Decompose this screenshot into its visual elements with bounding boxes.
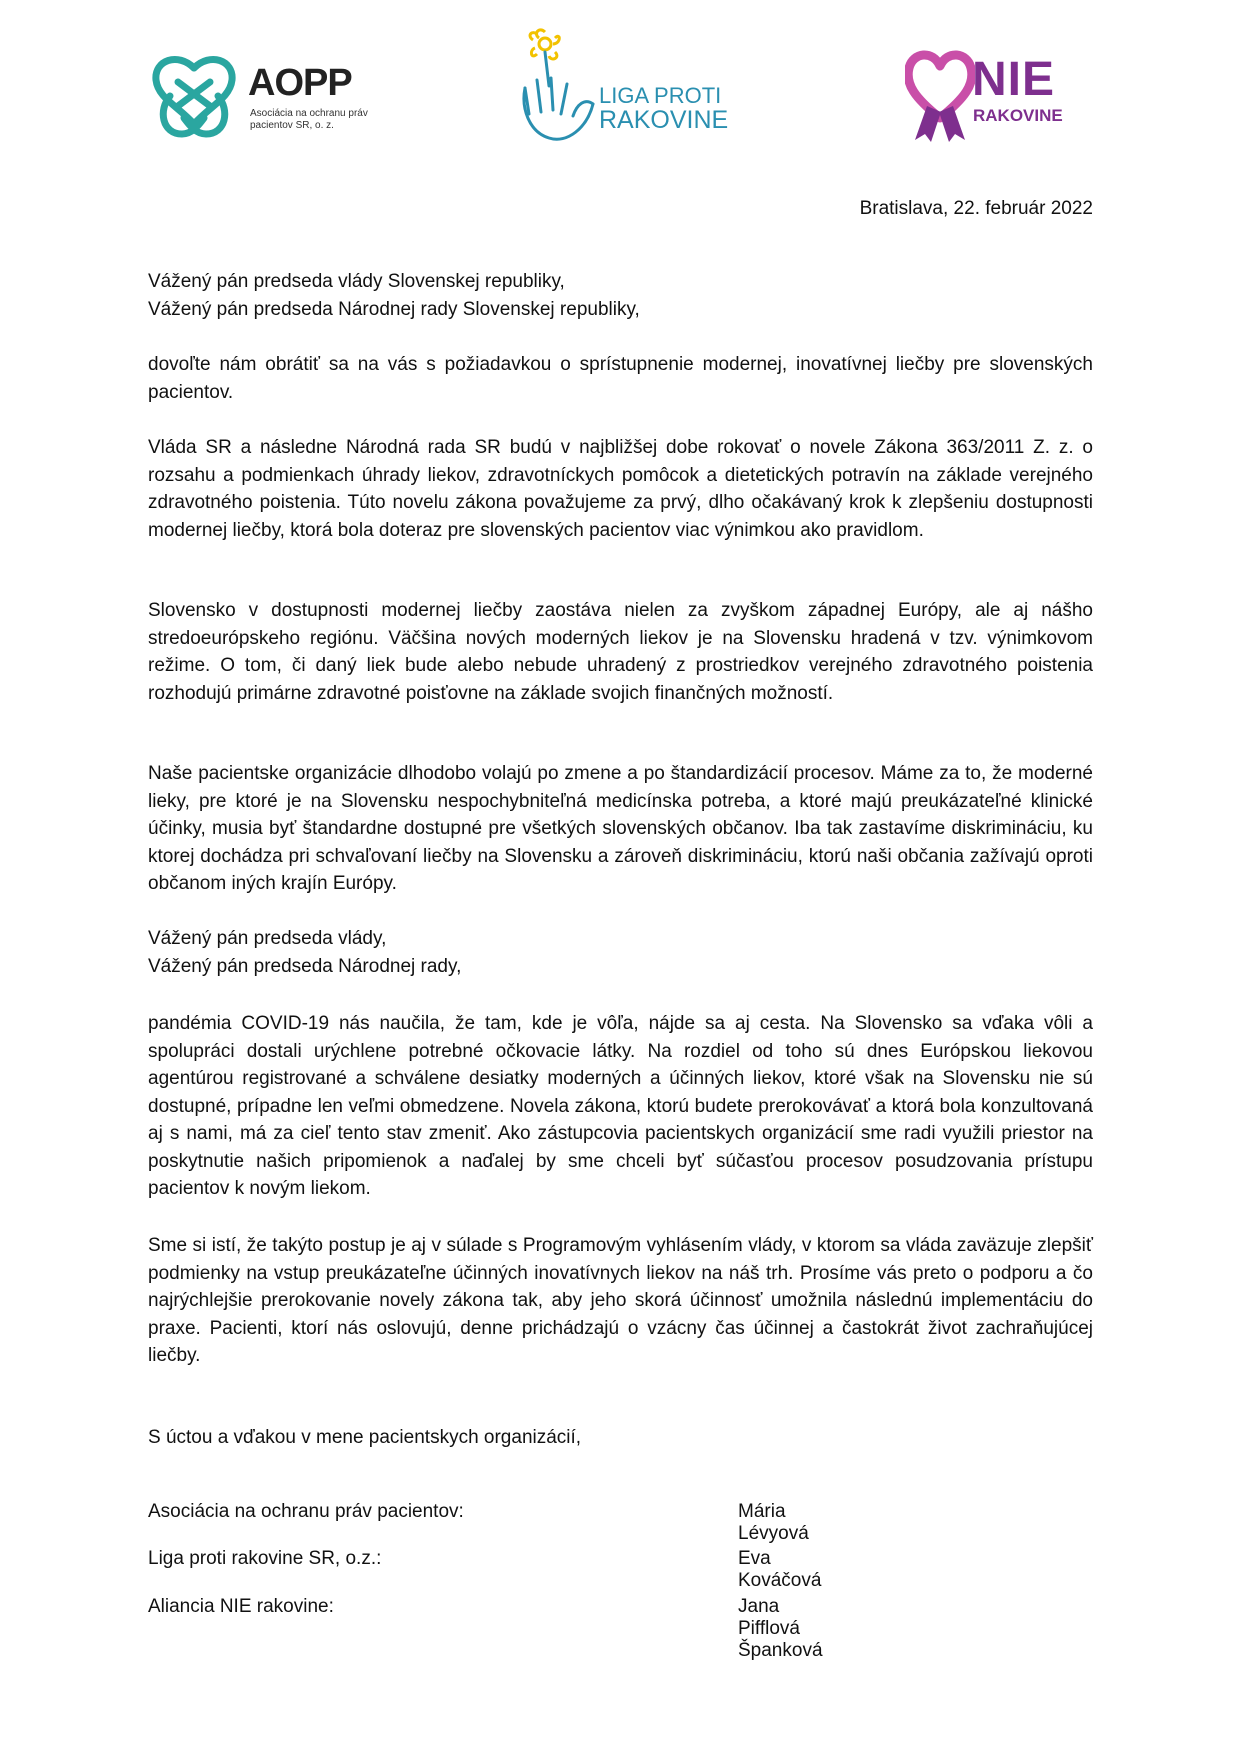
- nie-logo: [905, 48, 1085, 148]
- aopp-title: AOPP: [248, 62, 352, 104]
- signatory-org: Aliancia NIE rakovine:: [148, 1596, 334, 1617]
- nie-title: NIE: [972, 53, 1056, 106]
- letter-date: Bratislava, 22. február 2022: [859, 198, 1093, 219]
- paragraph-2: Vláda SR a následne Národná rada SR budú v najbližšej dobe rokovať o novele Zákona 363/2011 Z. z. o rozsahu a podmienkach úhrady liekov, zdravotníckych pomôcok a dietetických potravín na základe verejného zdravotného poistenia. Túto novelu zákona považujeme za prvý, dlho očakávaný krok k zlepšeniu dostupnosti modernej liečby, ktorá bola doteraz pre slovenských pacientov viac výnimkou ako pravidlom.: [148, 437, 1093, 541]
- salutation-line-2: Vážený pán predseda Národnej rady Slovenskej republiky,: [148, 298, 640, 320]
- closing: S úctou a vďakou v mene pacientskych organizácií,: [148, 1427, 582, 1448]
- daffodil-hand-icon: [515, 28, 600, 148]
- signatory-name: Mária Lévyová: [738, 1501, 809, 1544]
- signatory-org: Liga proti rakovine SR, o.z.:: [148, 1548, 382, 1569]
- liga-logo: [515, 28, 745, 148]
- signatory-row: [148, 1501, 809, 1544]
- aopp-logo: [148, 50, 378, 150]
- signatory-row: [148, 1596, 823, 1661]
- aopp-knot-icon: [148, 50, 240, 142]
- salutation: [148, 268, 1093, 323]
- signatory-row: [148, 1548, 822, 1591]
- nie-subtitle: RAKOVINE: [973, 106, 1063, 125]
- paragraph-1: dovoľte nám obrátiť sa na vás s požiadavkou o sprístupnenie modernej, inovatívnej liečby pre slovenských pacientov.: [148, 354, 1093, 403]
- signatory-name: Jana Pifflová Španková: [738, 1596, 823, 1661]
- paragraph-3: Slovensko v dostupnosti modernej liečby zaostáva nielen za zvyškom západnej Európy, ale aj nášho stredoeurópskeho regiónu. Väčšina nových moderných liekov je na Slovensku hradená v tzv. výnimkovom režime. O tom, či daný liek bude alebo nebude uhradený z prostriedkov verejného zdravotného poistenia rozhodujú primárne zdravotné poisťovne na základe svojich finančných možností.: [148, 600, 1093, 704]
- paragraph-5: pandémia COVID-19 nás naučila, že tam, kde je vôľa, nájde sa aj cesta. Na Slovensko sa vďaka vôli a spolupráci dostali urýchlene potrebné očkovacie látky. Na rozdiel od toho sú dnes Európskou liekovou agentúrou registrované a schválene desiatky moderných a účinných liekov, ktoré však na Slovensku nie sú dostupné, prípadne len veľmi obmedzene. Novela zákona, ktorú budete prerokovávať a ktorá bola konzultovaná aj s nami, má za cieľ tento stav zmeniť. Ako zástupcovia pacientskych organizácií sme radi využili priestor na poskytnutie našich pripomienok a naďalej by sme chceli byť súčasťou procesov posudzovania prístupu pacientov k novým liekom.: [148, 1013, 1093, 1199]
- salutation-2-line-1: Vážený pán predseda vlády,: [148, 928, 387, 949]
- paragraph-6: Sme si istí, že takýto postup je aj v súlade s Programovým vyhlásením vlády, v ktorom sa vláda zaväzuje zlepšiť podmienky na vstup preukázateľne účinných inovatívnych liekov na náš trh. Prosíme vás preto o podporu a čo najrýchlejšie prerokovanie novely zákona tak, aby jeho skorá účinnosť umožnila následnú implementáciu do praxe. Pacienti, ktorí nás oslovujú, denne prichádzajú o vzácny čas účinnej a častokrát život zachraňujúcej liečby.: [148, 1235, 1093, 1366]
- liga-wordmark: [599, 84, 728, 132]
- ribbon-heart-icon: [905, 48, 975, 143]
- salutation-line-1: Vážený pán predseda vlády Slovenskej republiky,: [148, 271, 565, 292]
- signatory-name: Eva Kováčová: [738, 1548, 822, 1591]
- aopp-subtitle: Asociácia na ochranu práv pacientov SR, o. z.: [250, 108, 368, 131]
- liga-line2: RAKOVINE: [599, 106, 729, 134]
- paragraph-4: Naše pacientske organizácie dlhodobo volajú po zmene a po štandardizácií procesov. Máme za to, že moderné lieky, pre ktoré je na Slovensku nespochybniteľná medicínska potreba, a ktoré majú preukázateľné klinické účinky, musia byť štandardne dostupné pre všetkých slovenských občanov. Iba tak zastavíme diskrimináciu, ku ktorej dochádza pri schvaľovaní liečby na Slovensku a zároveň diskrimináciu, ktorú naši občania zažívajú oproti občanom iných krajín Európy.: [148, 763, 1093, 894]
- salutation-2: [148, 925, 1093, 980]
- signatory-org: Asociácia na ochranu práv pacientov:: [148, 1501, 464, 1522]
- logo-header: [0, 20, 1241, 150]
- salutation-2-line-2: Vážený pán predseda Národnej rady,: [148, 955, 462, 977]
- liga-line1: LIGA PROTI: [599, 83, 722, 108]
